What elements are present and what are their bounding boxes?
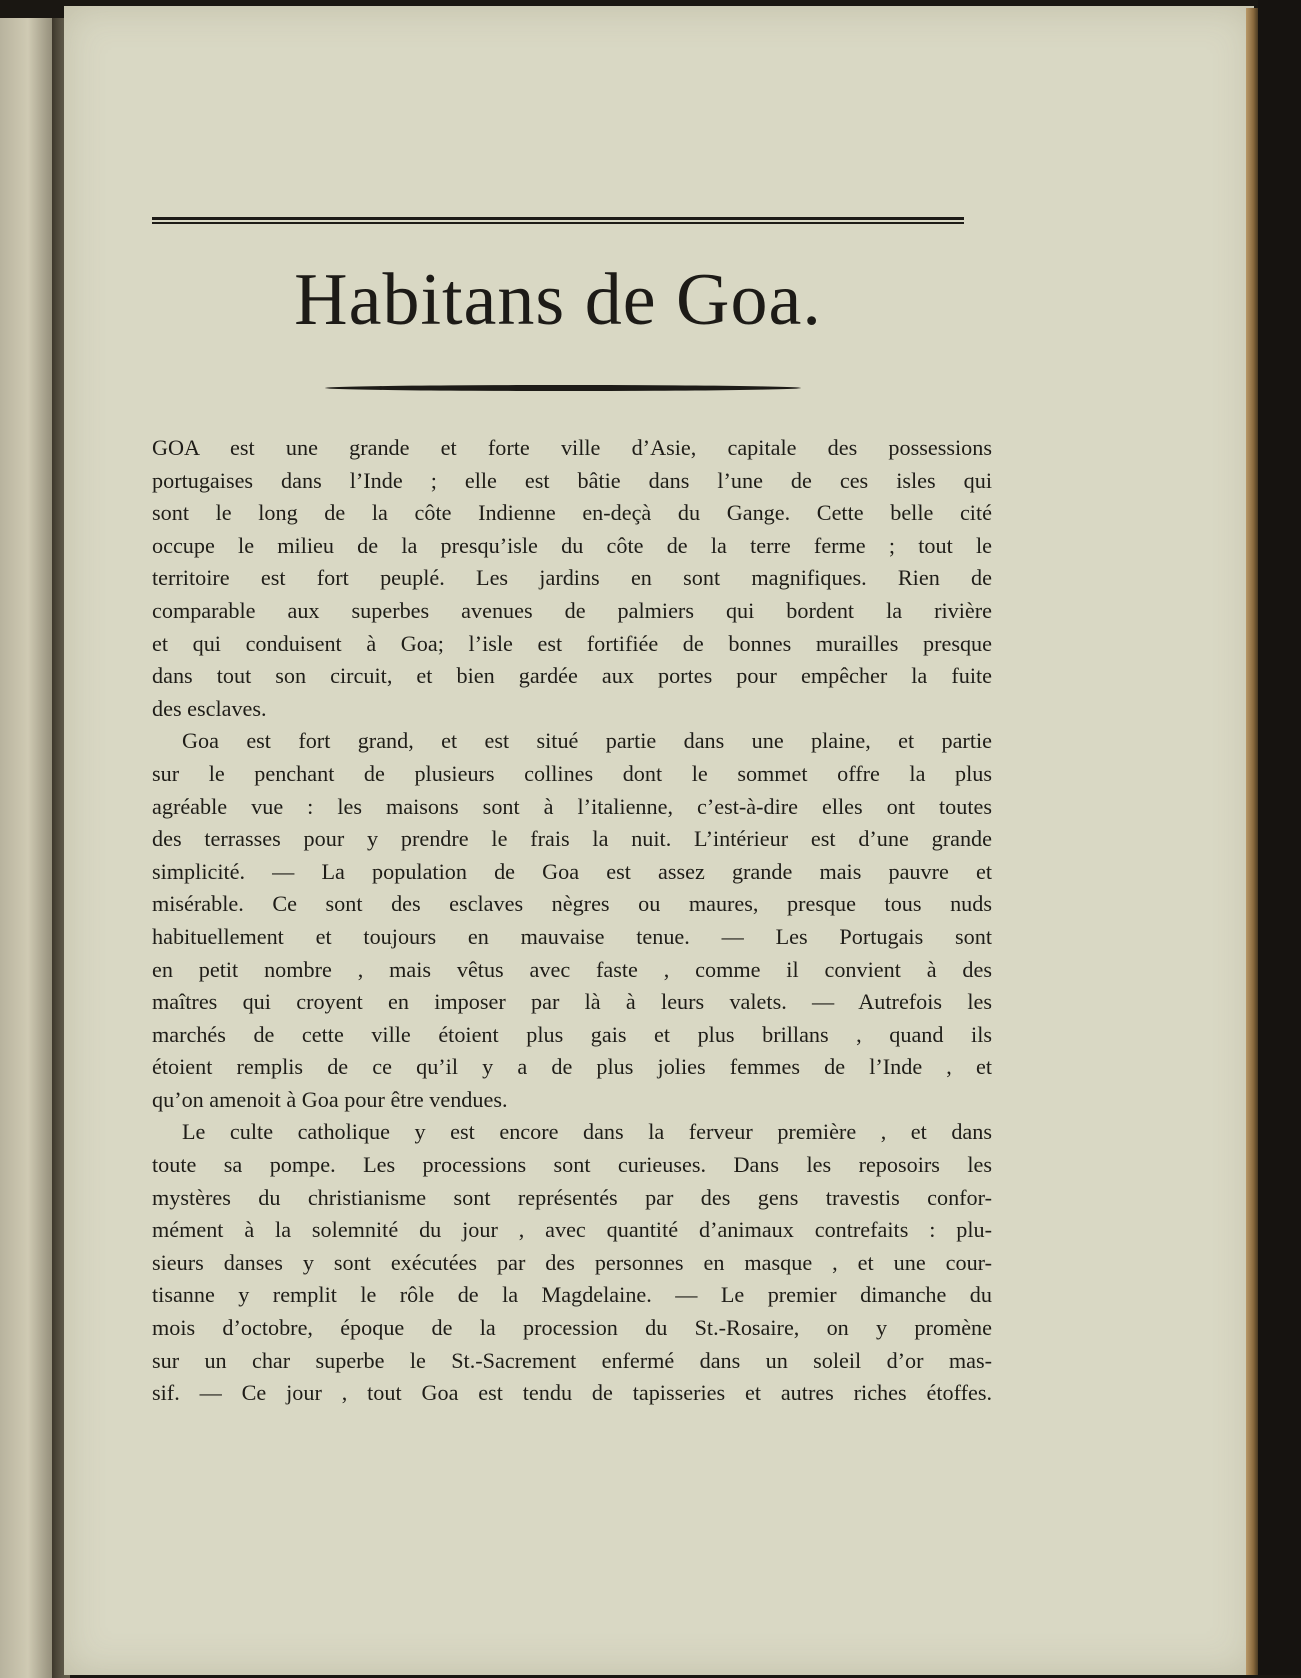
- paragraph-1: [152, 432, 992, 725]
- background-margin: [1258, 0, 1301, 1675]
- page-fore-edge: [1246, 8, 1258, 1675]
- text-line: toute sa pompe. Les processions sont curieuses. Dans les reposoirs les: [152, 1152, 992, 1178]
- text-line: des terrasses pour y prendre le frais la nuit. L’intérieur est d’une grande: [152, 826, 992, 852]
- text-line: misérable. Ce sont des esclaves nègres ou maures, presque tous nuds: [152, 891, 992, 917]
- text-line: Goa est fort grand, et est situé partie dans une plaine, et partie: [182, 728, 992, 754]
- text-line: qu’on amenoit à Goa pour être vendues.: [152, 1086, 508, 1112]
- text-line: tisanne y remplit le rôle de la Magdelaine. — Le premier dimanche du: [152, 1282, 992, 1308]
- text-line: agréable vue : les maisons sont à l’italienne, c’est-à-dire elles ont toutes: [152, 793, 992, 819]
- text-line: et qui conduisent à Goa; l’isle est fortifiée de bonnes murailles presque: [152, 630, 992, 656]
- text-line: sont le long de la côte Indienne en-deçà du Gange. Cette belle cité: [152, 500, 992, 526]
- text-line: Le culte catholique y est encore dans la ferveur première , et dans: [182, 1119, 992, 1145]
- text-line: habituellement et toujours en mauvaise tenue. — Les Portugais sont: [152, 923, 992, 949]
- text-line: maîtres qui croyent en imposer par là à leurs valets. — Autrefois les: [152, 989, 992, 1015]
- text-line: sieurs danses y sont exécutées par des personnes en masque , et une cour-: [152, 1249, 992, 1275]
- header-double-rule: [152, 217, 964, 224]
- text-line: mois d’octobre, époque de la procession du St.-Rosaire, on y promène: [152, 1315, 992, 1341]
- paragraph-3: [152, 1116, 992, 1409]
- page-title: Habitans de Goa.: [294, 259, 822, 341]
- text-line: sur un char superbe le St.-Sacrement enfermé dans un soleil d’or mas-: [152, 1347, 992, 1373]
- body-text: [152, 432, 992, 1410]
- text-line: occupe le milieu de la presqu’isle du côte de la terre ferme ; tout le: [152, 532, 992, 558]
- text-line: simplicité. — La population de Goa est assez grande mais pauvre et: [152, 858, 992, 884]
- text-line: mément à la solemnité du jour , avec quantité d’animaux contrefaits : plu-: [152, 1217, 992, 1243]
- text-line: marchés de cette ville étoient plus gais et plus brillans , quand ils: [152, 1021, 992, 1047]
- text-line: des esclaves.: [152, 695, 267, 721]
- text-line: en petit nombre , mais vêtus avec faste , comme il convient à des: [152, 956, 992, 982]
- text-line: sur le penchant de plusieurs collines dont le sommet offre la plus: [152, 760, 992, 786]
- text-line: territoire est fort peuplé. Les jardins en sont magnifiques. Rien de: [152, 565, 992, 591]
- text-line: comparable aux superbes avenues de palmiers qui bordent la rivière: [152, 597, 992, 623]
- text-line: portugaises dans l’Inde ; elle est bâtie dans l’une de ces isles qui: [152, 467, 992, 493]
- text-line: GOA est une grande et forte ville d’Asie, capitale des possessions: [152, 435, 992, 460]
- text-line: mystères du christianisme sont représentés par des gens travestis confor-: [152, 1184, 992, 1210]
- text-line: étoient remplis de ce qu’il y a de plus jolies femmes de l’Inde , et: [152, 1054, 992, 1080]
- text-line: sif. — Ce jour , tout Goa est tendu de tapisseries et autres riches étoffes.: [152, 1380, 992, 1406]
- title-ornament-rule: [325, 385, 801, 391]
- paragraph-2: [152, 725, 992, 1116]
- text-line: dans tout son circuit, et bien gardée aux portes pour empêcher la fuite: [152, 663, 992, 689]
